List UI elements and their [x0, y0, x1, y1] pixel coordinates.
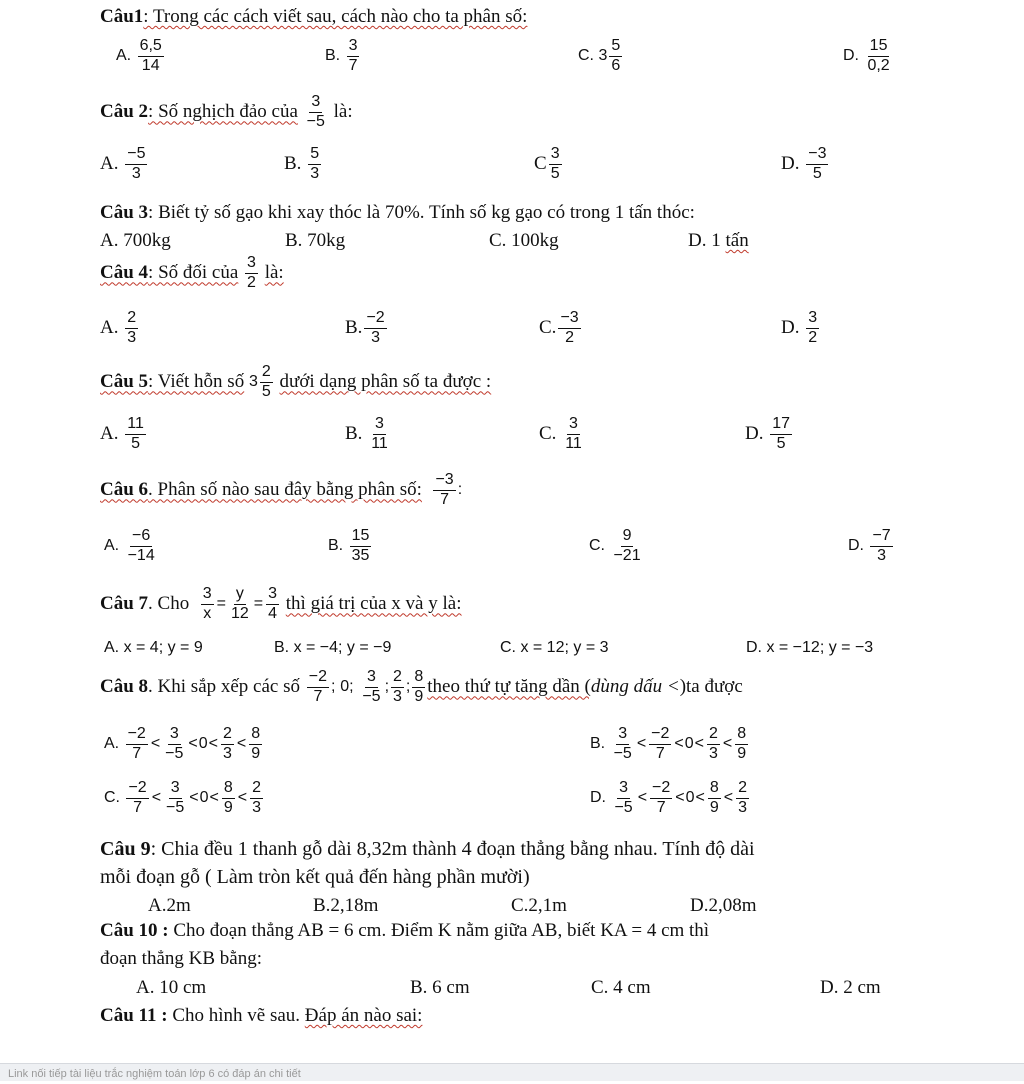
- q5-option-d: D. $\frac{17}{5}$: [745, 415, 791, 452]
- footer-text: Link nối tiếp tài liệu trắc nghiệm toán lớp 6 có đáp án chi tiết: [8, 1068, 301, 1080]
- q2-option-d: D. $\frac{-3}{5}$: [781, 145, 827, 182]
- q9-option-a: A.2m: [148, 895, 191, 916]
- q7-option-b: B. x = −4; y = −9: [274, 639, 392, 656]
- q4-option-b: B. $\frac{-2}{3}$: [345, 309, 385, 346]
- q6-option-c: C. $\frac{9}{-21}$: [589, 527, 641, 564]
- q1-option-a: A. $\frac{6,5}{14}$: [116, 37, 162, 74]
- q9-option-b: B.2,18m: [313, 895, 379, 916]
- question-10-text-2: đoạn thẳng KB bằng:: [100, 948, 263, 969]
- question-6-title: Câu 6 . Phân số nào sau đây bằng phân số: $\frac{-3}{7}$ :: [100, 471, 463, 508]
- question-5-title: Câu 5 : Viết hỗn số 3 $\frac{2}{5}$ dưới dạng phân số ta được :: [100, 363, 492, 400]
- question-3-title: Câu 3: Biết tỷ số gạo khi xay thóc là 70%. Tính số kg gạo có trong 1 tấn thóc:: [100, 202, 695, 223]
- q3-option-b: B. 70kg: [285, 230, 346, 251]
- q3-option-d: D. 1 tấn: [688, 230, 749, 251]
- question-4-title: Câu 4 : Số đối của $\frac{3}{2}$ là:: [100, 254, 284, 291]
- q10-option-c: C. 4 cm: [591, 977, 651, 998]
- q8-option-a: A. $\frac{-2}{7}$ < $\frac{3}{-5}$ < 0 < $\frac{2}{3}$ < $\frac{8}{9}$: [104, 725, 261, 762]
- q10-option-d: D. 2 cm: [820, 977, 881, 998]
- q7-option-a: A. x = 4; y = 9: [104, 639, 203, 656]
- q2-option-c: C $\frac{3}{5}$: [534, 145, 560, 182]
- q8-option-b: B. $\frac{3}{-5}$ < $\frac{-2}{7}$ < 0 < $\frac{2}{3}$ < $\frac{8}{9}$: [590, 725, 747, 762]
- q6-option-d: D. $\frac{-7}{3}$: [848, 527, 891, 564]
- q5-option-c: C. $\frac{3}{11}$: [539, 415, 582, 452]
- q7-option-d: D. x = −12; y = −3: [746, 639, 874, 656]
- q1-option-b: B. $\frac{3}{7}$: [325, 37, 358, 74]
- q5-option-b: B. $\frac{3}{11}$: [345, 415, 388, 452]
- question-7-title: Câu 7 . Cho $\frac{3}{x}$ = $\frac{y}{12}$ = $\frac{3}{4}$ thì giá trị của x và y là:: [100, 585, 462, 622]
- q10-option-b: B. 6 cm: [410, 977, 470, 998]
- question-8-title: Câu 8 . Khi sắp xếp các số $\frac{-2}{7}$ ; 0; $\frac{3}{-5}$ ; $\frac{2}{3}$ ; $\frac{8}{9}$ theo thứ tự tăng dần ( dùng dấu < )ta được: [100, 668, 743, 705]
- q4-option-c: C. $\frac{-3}{2}$: [539, 309, 579, 346]
- q5-option-a: A. $\frac{11}{5}$: [100, 415, 144, 452]
- question-1-title: Câu1: Trong các cách viết sau, cách nào cho ta phân số:: [100, 6, 528, 27]
- question-9-text-2: mỗi đoạn gỗ ( Làm tròn kết quả đến hàng phần mười): [100, 866, 530, 888]
- question-10-title: Câu 10 : Cho đoạn thẳng AB = 6 cm. Điểm K nằm giữa AB, biết KA = 4 cm thì: [100, 920, 710, 941]
- question-9-title: Câu 9: Chia đều 1 thanh gỗ dài 8,32m thành 4 đoạn thẳng bằng nhau. Tính độ dài: [100, 838, 755, 860]
- question-11-title: Câu 11 : Cho hình vẽ sau. Đáp án nào sai:: [100, 1005, 423, 1026]
- q4-option-d: D. $\frac{3}{2}$: [781, 309, 818, 346]
- q10-option-a: A. 10 cm: [136, 977, 207, 998]
- q1-option-c: C. 3 $\frac{5}{6}$: [578, 37, 621, 74]
- q3-option-a: A. 700kg: [100, 230, 171, 251]
- q9-option-c: C.2,1m: [511, 895, 567, 916]
- question-2-title: Câu 2 : Số nghịch đảo của $\frac{3}{-5}$ là:: [100, 93, 353, 130]
- q8-option-c: C. $\frac{-2}{7}$ < $\frac{3}{-5}$ < 0 < $\frac{8}{9}$ < $\frac{2}{3}$: [104, 779, 262, 816]
- bottom-status-bar: [0, 1063, 1024, 1081]
- q6-option-b: B. $\frac{15}{35}$: [328, 527, 370, 564]
- q2-option-b: B. $\frac{5}{3}$: [284, 145, 320, 182]
- q2-option-a: A. $\frac{-5}{3}$: [100, 145, 146, 182]
- q6-option-a: A. $\frac{-6}{-14}$: [104, 527, 155, 564]
- q3-option-c: C. 100kg: [489, 230, 559, 251]
- q4-option-a: A. $\frac{2}{3}$: [100, 309, 137, 346]
- q7-option-c: C. x = 12; y = 3: [500, 639, 609, 656]
- q9-option-d: D.2,08m: [690, 895, 757, 916]
- q1-option-d: D. $\frac{15}{0,2}$: [843, 37, 890, 74]
- q8-option-d: D. $\frac{3}{-5}$ < $\frac{-2}{7}$ < 0 < $\frac{8}{9}$ < $\frac{2}{3}$: [590, 779, 748, 816]
